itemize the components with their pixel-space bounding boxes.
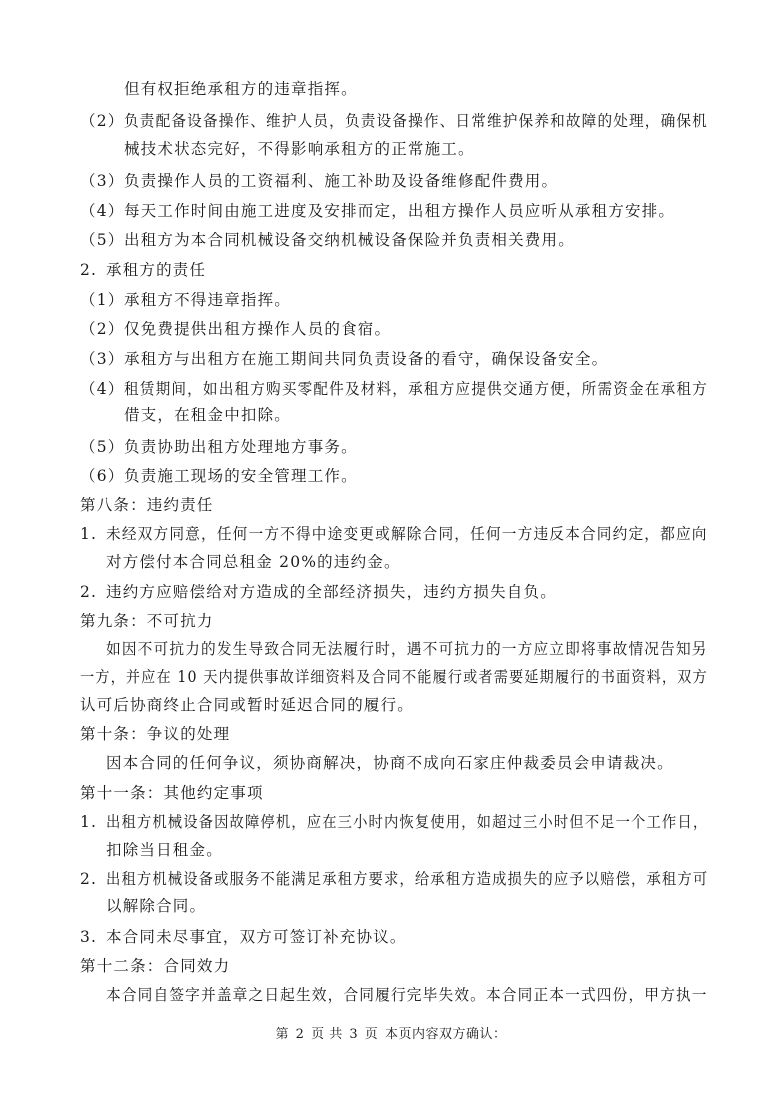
text-line: 负责协助出租方处理地方事务。 — [124, 438, 358, 456]
page-prefix: 第 — [275, 1027, 290, 1042]
article-heading: 第十条：争议的处理 — [80, 725, 231, 743]
text-line: 械技术状态完好，不得影响承租方的正常施工。 — [124, 140, 475, 158]
text-line: 出租方为本合同机械设备交纳机械设备保险并负责相关费用。 — [124, 231, 575, 249]
item-number: （4） — [80, 202, 125, 220]
item-number: 2. — [80, 870, 98, 888]
text-line: 本合同自签字并盖章之日起生效，合同履行完毕失效。本合同正本一式四份，甲方执一 — [106, 986, 708, 1004]
text-line: 认可后协商终止合同或暂时延迟合同的履行。 — [80, 696, 415, 714]
page-suffix: 页 — [364, 1027, 379, 1042]
article-heading: 第十二条：合同效力 — [80, 957, 231, 975]
text-line: 本合同未尽事宜，双方可签订补充协议。 — [106, 928, 407, 946]
text-line: 因本合同的任何争议，须协商解决，协商不成向石家庄仲裁委员会申请裁决。 — [106, 754, 674, 772]
text-line: 承租方与出租方在施工期间共同负责设备的看守，确保设备安全。 — [124, 350, 609, 368]
page-mid: 页 共 — [311, 1027, 343, 1042]
article-heading: 第八条：违约责任 — [80, 496, 214, 514]
item-number: （2） — [80, 320, 125, 338]
text-line: 负责配备设备操作、维护人员，负责设备操作、日常维护保养和故障的处理，确保机 — [124, 112, 708, 130]
text-line: 对方偿付本合同总租金 20%的违约金。 — [106, 553, 401, 571]
item-number: 3. — [80, 928, 98, 946]
text-line: 扣除当日租金。 — [106, 841, 223, 859]
text-line: 未经双方同意，任何一方不得中途变更或解除合同，任何一方违反本合同约定，都应向 — [106, 525, 708, 543]
item-number: （2） — [80, 112, 125, 130]
text-line: 借支，在租金中扣除。 — [124, 406, 292, 424]
item-number: （4） — [80, 380, 125, 398]
article-heading: 第九条：不可抗力 — [80, 612, 214, 630]
text-line: 出租方机械设备因故障停机，应在三小时内恢复使用，如超过三小时但不足一个工作日， — [106, 813, 709, 831]
text-line: 以解除合同。 — [106, 897, 207, 915]
text-line: 租赁期间，如出租方购买零配件及材料，承租方应提供交通方便，所需资金在承租方 — [124, 380, 708, 398]
item-number: （3） — [80, 172, 125, 190]
text-line: 违约方应赔偿给对方造成的全部经济损失，违约方损失自负。 — [106, 583, 557, 601]
confirm-text: 本页内容双方确认： — [384, 1027, 507, 1042]
item-number: 1. — [80, 813, 98, 831]
text-line: 但有权拒绝承租方的违章指挥。 — [124, 80, 358, 98]
page-footer — [0, 1026, 782, 1044]
item-number: 1. — [80, 525, 98, 543]
text-line: 承租方不得违章指挥。 — [124, 291, 292, 309]
text-line: 一方，并应在 10 天内提供事故详细资料及合同不能履行或者需要延期履行的书面资料，双方 — [80, 668, 708, 686]
text-line: 负责操作人员的工资福利、施工补助及设备维修配件费用。 — [124, 172, 559, 190]
item-number: （6） — [80, 467, 125, 485]
text-line: 如因不可抗力的发生导致合同无法履行时，遇不可抗力的一方应立即将事故情况告知另 — [106, 640, 708, 658]
page-current: 2 — [295, 1027, 305, 1042]
article-heading: 第十一条：其他约定事项 — [80, 784, 264, 802]
item-number: （5） — [80, 231, 125, 249]
item-number: （1） — [80, 291, 125, 309]
item-number: （5） — [80, 438, 125, 456]
text-line: 负责施工现场的安全管理工作。 — [124, 467, 358, 485]
page-total: 3 — [349, 1027, 359, 1042]
text-line: 每天工作时间由施工进度及安排而定，出租方操作人员应听从承租方安排。 — [124, 202, 676, 220]
section-number: 2. — [80, 261, 98, 279]
text-line: 出租方机械设备或服务不能满足承租方要求，给承租方造成损失的应予以赔偿，承租方可 — [106, 870, 709, 888]
item-number: 2. — [80, 583, 98, 601]
text-line: 仅免费提供出租方操作人员的食宿。 — [124, 320, 392, 338]
item-number: （3） — [80, 350, 125, 368]
section-heading: 承租方的责任 — [106, 261, 207, 279]
